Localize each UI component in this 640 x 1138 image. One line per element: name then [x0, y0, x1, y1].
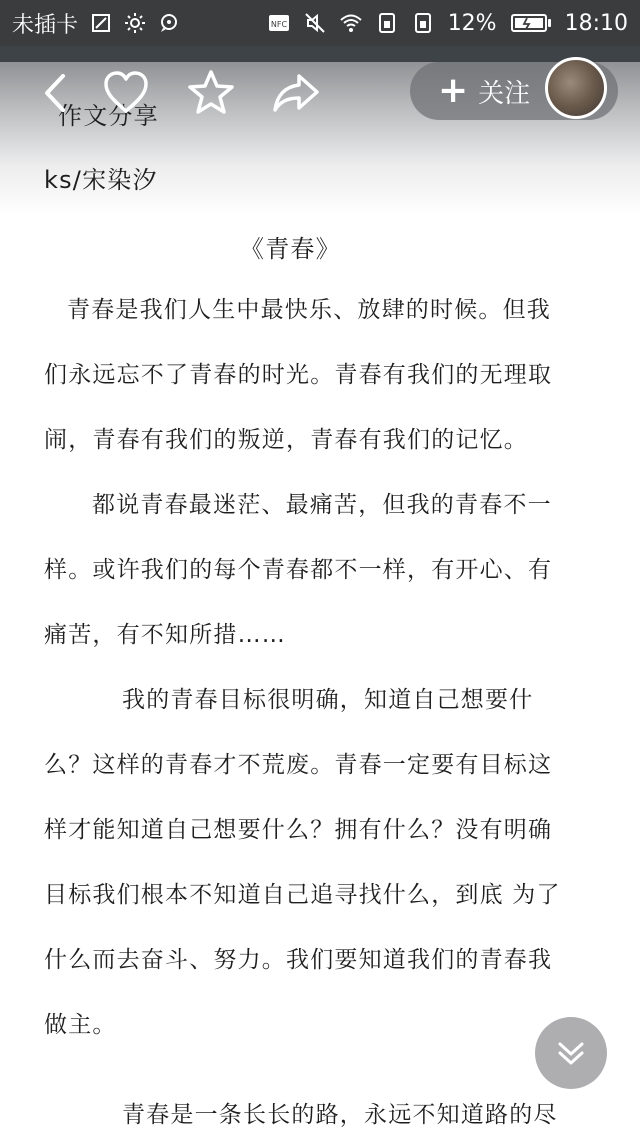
status-bar: [0, 0, 640, 46]
heart-icon: [101, 68, 151, 118]
battery-icon: [511, 14, 551, 32]
paragraph-line: 样才能知道自己想要什么？拥有什么？没有明确: [44, 817, 553, 843]
article-title: 《青春》: [240, 235, 341, 263]
message-icon: [158, 12, 180, 34]
carrier-label: 未插卡: [12, 12, 79, 38]
paragraph-line: 青春是我们人生中最快乐、放肆的时候。但我: [67, 297, 551, 323]
paragraph-line: 什么而去奋斗、努力。我们要知道我们的青春我: [44, 947, 553, 973]
plus-icon: +: [438, 70, 469, 111]
paragraph-line: 目标我们根本不知道自己追寻找什么，到底 为了: [44, 882, 561, 908]
paragraph-line: 我的青春目标很明确，知道自己想要什: [122, 687, 534, 713]
svg-text:NFC: NFC: [270, 20, 287, 29]
share-button[interactable]: [268, 65, 324, 121]
article-author: ks/宋染汐: [44, 166, 158, 194]
scroll-down-button[interactable]: [535, 1017, 607, 1089]
star-icon: [186, 68, 236, 118]
clock: 18:10: [564, 10, 628, 36]
double-chevron-down-icon: [554, 1036, 588, 1070]
like-button[interactable]: [98, 65, 154, 121]
brightness-icon: [124, 12, 146, 34]
follow-label: 关注: [478, 78, 531, 109]
wifi-icon: [340, 12, 362, 34]
paragraph-line: 么？这样的青春才不荒废。青春一定要有目标这: [44, 752, 553, 778]
battery-percent: 12%: [447, 10, 497, 36]
paragraph-line: 们永远忘不了青春的时光。青春有我们的无理取: [44, 362, 553, 388]
favorite-button[interactable]: [183, 65, 239, 121]
article-tag: 作文分享: [58, 102, 159, 130]
paragraph-line: 样。或许我们的每个青春都不一样，有开心、有: [44, 557, 553, 583]
share-icon: [271, 68, 321, 118]
sim2-icon: [412, 12, 434, 34]
paragraph-line: 做主。: [44, 1012, 117, 1038]
paragraph-line: 都说青春最迷茫、最痛苦，但我的青春不一: [92, 492, 552, 518]
data-icon: [376, 12, 398, 34]
nfc-icon: [268, 12, 290, 34]
back-icon: [31, 68, 81, 118]
mute-icon: [304, 12, 326, 34]
paragraph-line: 闹，青春有我们的叛逆，青春有我们的记忆。: [44, 427, 528, 453]
paragraph-line: 痛苦，有不知所措……: [44, 622, 286, 648]
paragraph-line: 青春是一条长长的路，永远不知道路的尽: [122, 1102, 558, 1128]
back-button[interactable]: [28, 65, 84, 121]
sim-icon: [90, 12, 112, 34]
header-image-strip: [0, 46, 640, 62]
avatar[interactable]: [545, 57, 607, 119]
